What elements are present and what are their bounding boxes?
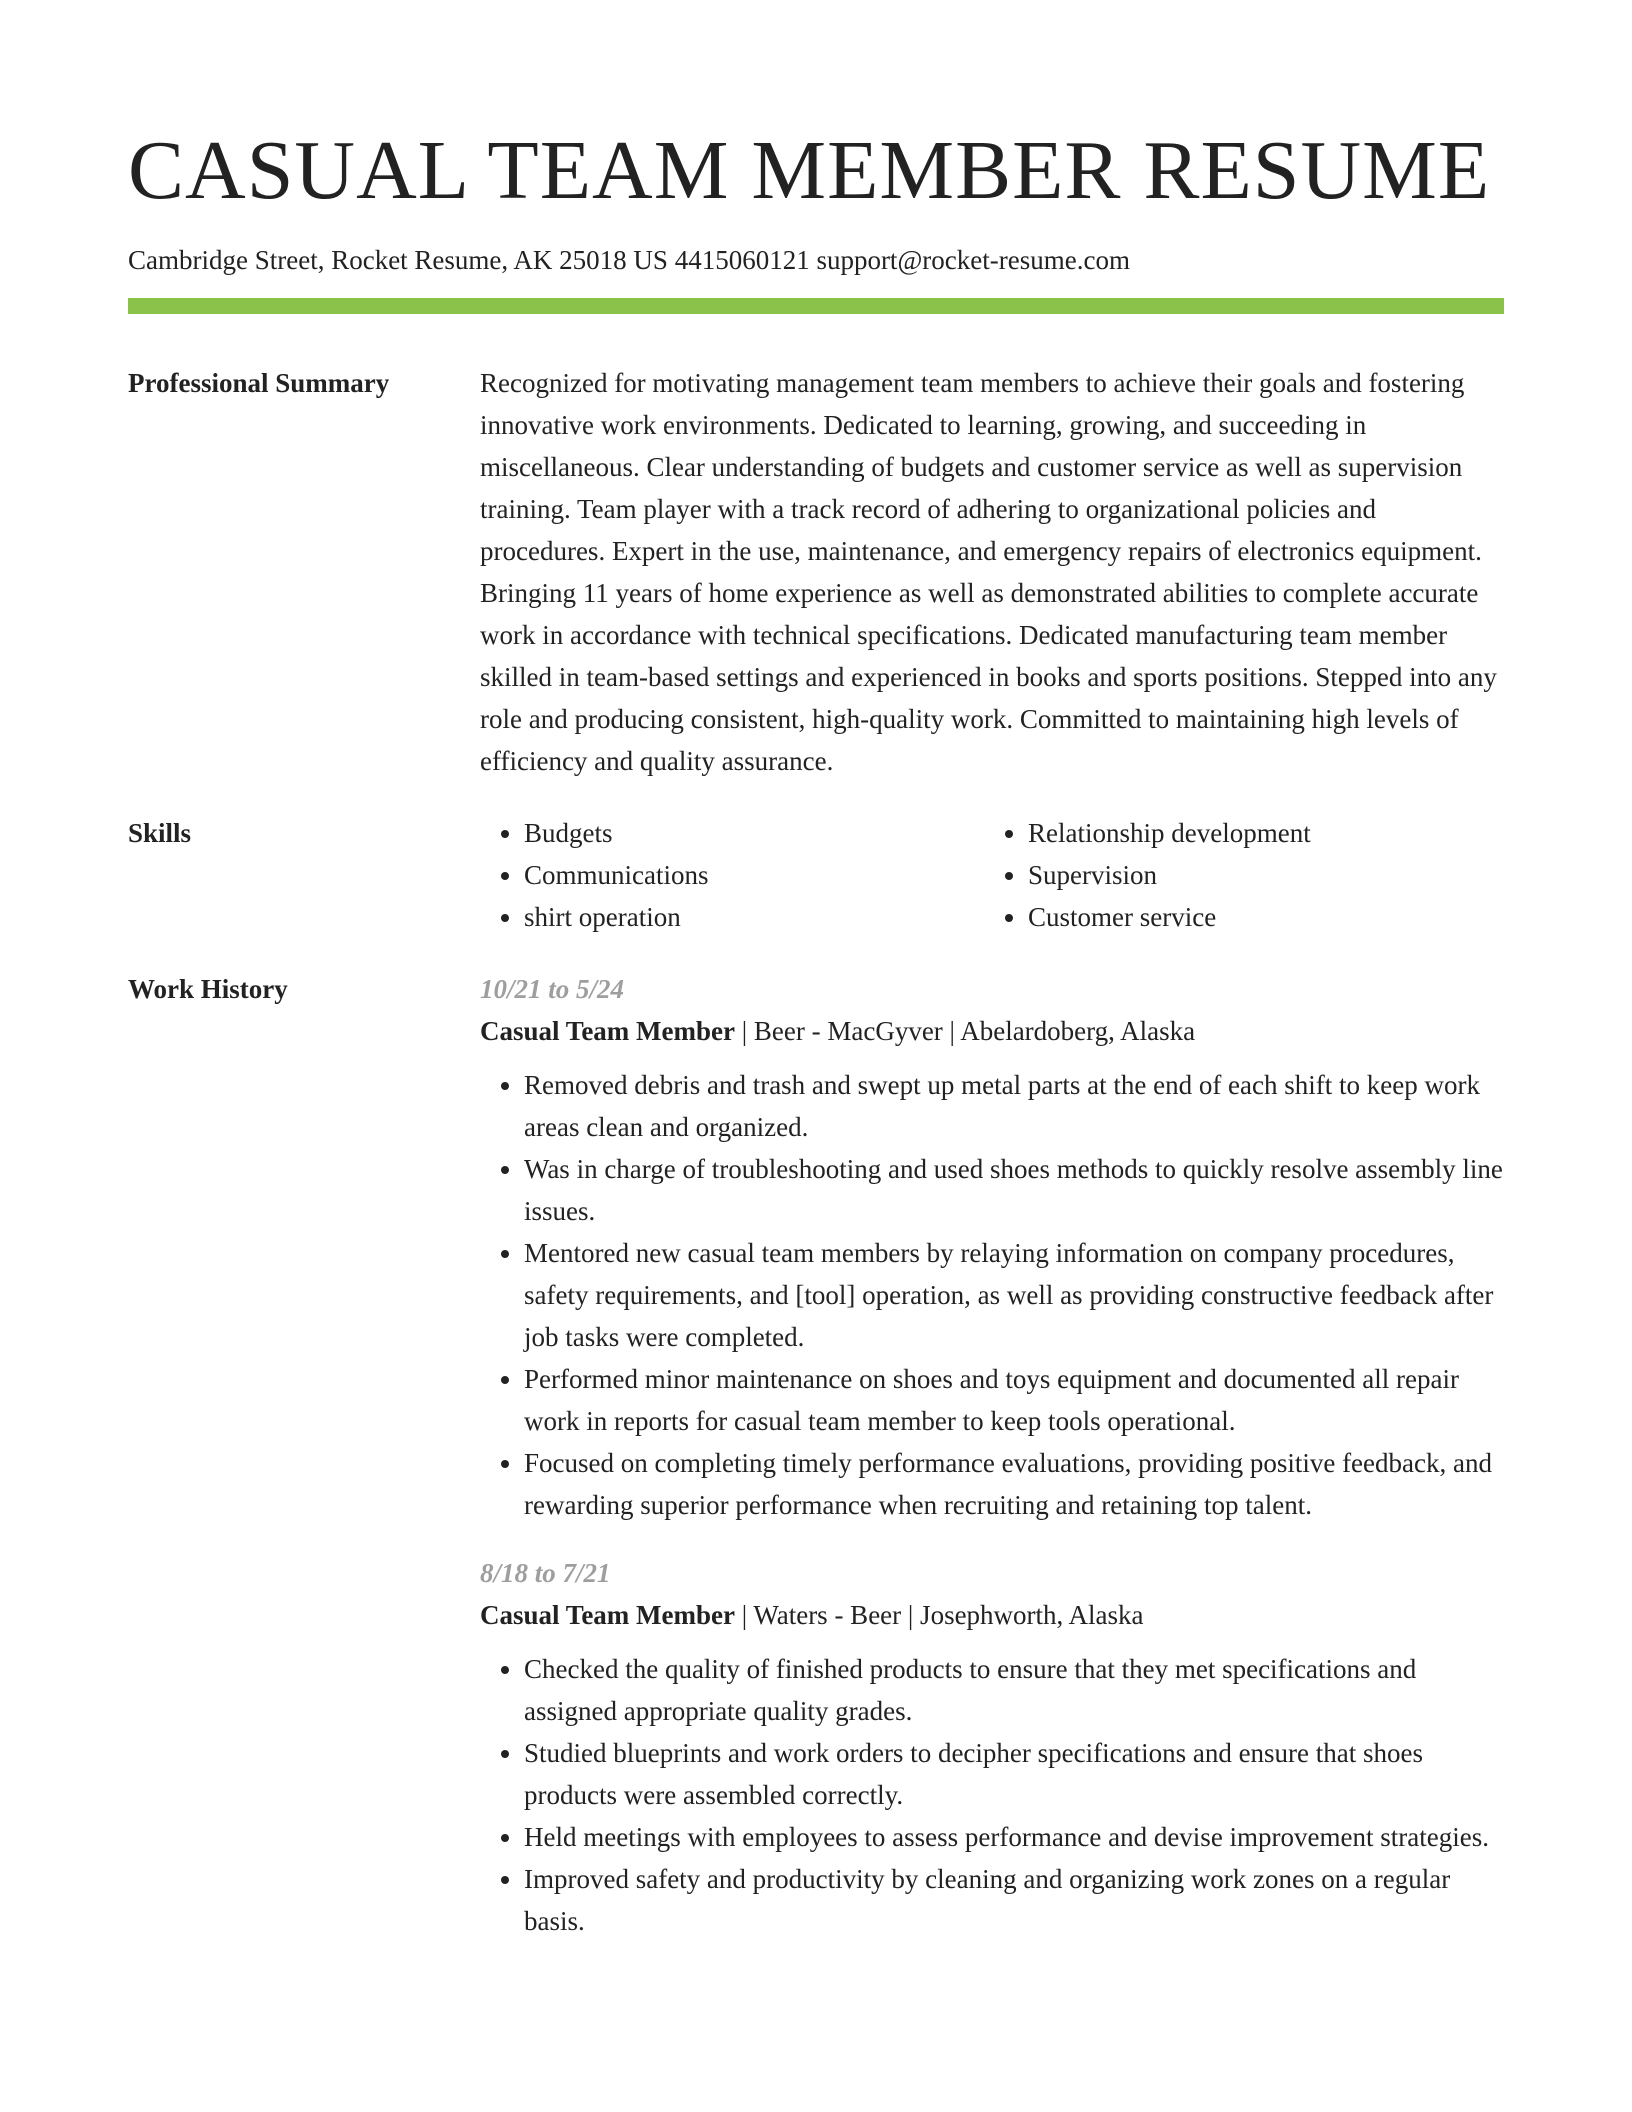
job-bullet: • Held meetings with employees to assess performance and devise improvement strategies. [524,1816,1504,1858]
header-divider [128,298,1504,314]
job-bullets [480,1648,1504,1942]
job-details: | Beer - MacGyver | Abelardoberg, Alaska [734,1016,1196,1046]
skill-item: • Supervision [1028,854,1508,896]
contact-email: support@rocket-resume.com [816,245,1130,275]
skills-column-1 [480,812,984,938]
contact-address: Cambridge Street, Rocket Resume, AK 25018 US [128,245,668,275]
job-bullet: • Performed minor maintenance on shoes and toys equipment and documented all repair work in reports for casual team member to keep tools operational. [524,1358,1504,1442]
job-title-line [480,1010,1504,1052]
work-history-heading: Work History [128,974,288,1004]
skill-item: • Budgets [524,812,984,854]
skills-grid [480,812,1508,938]
summary-body [480,362,1504,782]
work-history-section [128,968,1504,1942]
job-bullet: • Focused on completing timely performance evaluations, providing positive feedback, and rewarding superior performance when recruiting and retaining top talent. [524,1442,1504,1526]
summary-section [128,362,1504,782]
skills-column-2 [984,812,1508,938]
job-dates: 10/21 to 5/24 [480,974,625,1004]
job-dates: 8/18 to 7/21 [480,1558,611,1588]
summary-heading: Professional Summary [128,368,390,398]
job-bullet: • Studied blueprints and work orders to decipher specifications and ensure that shoes products were assembled correctly. [524,1732,1504,1816]
contact-line [128,242,1504,278]
skill-item: • shirt operation [524,896,984,938]
job-bullet: • Was in charge of troubleshooting and used shoes methods to quickly resolve assembly line issues. [524,1148,1504,1232]
job-bullet: • Checked the quality of finished products to ensure that they met specifications and assigned appropriate quality grades. [524,1648,1504,1732]
job-bullet: • Improved safety and productivity by cleaning and organizing work zones on a regular basis. [524,1858,1504,1942]
job-title: Casual Team Member [480,1016,735,1046]
job-bullet: • Removed debris and trash and swept up metal parts at the end of each shift to keep work areas clean and organized. [524,1064,1504,1148]
job-title-line [480,1594,1504,1636]
skills-heading: Skills [128,818,192,848]
work-history-body [480,968,1504,1942]
skill-item: • Communications [524,854,984,896]
skill-item: • Relationship development [1028,812,1508,854]
job-bullet: • Mentored new casual team members by relaying information on company procedures, safety requirements, and [tool] operation, as well as providing constructive feedback after job tasks were completed. [524,1232,1504,1358]
job-entry [480,968,1504,1526]
skills-section [128,812,1504,938]
summary-text: Recognized for motivating management team members to achieve their goals and fostering innovative work environments. Dedicated to learning, growing, and succeeding in miscellaneous. Clear understanding of budgets and customer service as well as supervision training. Team player with a track record of adhering to organizational policies and procedures. Expert in the use, maintenance, and emergency repairs of electronics equipment. Bringing 11 years of home experience as well as demonstrated abilities to complete accurate work in accordance with technical specifications. Dedicated manufacturing team member skilled in team-based settings and experienced in books and sports positions. Stepped into any role and producing consistent, high-quality work. Committed to maintaining high levels of efficiency and quality assurance. [480,368,1497,776]
job-entry [480,1552,1504,1942]
job-details: | Waters - Beer | Josephworth, Alaska [734,1600,1144,1630]
job-title: Casual Team Member [480,1600,735,1630]
skill-item: • Customer service [1028,896,1508,938]
resume-title: CASUAL TEAM MEMBER RESUME [128,124,1491,217]
job-bullets [480,1064,1504,1526]
contact-phone: 4415060121 [674,245,810,275]
